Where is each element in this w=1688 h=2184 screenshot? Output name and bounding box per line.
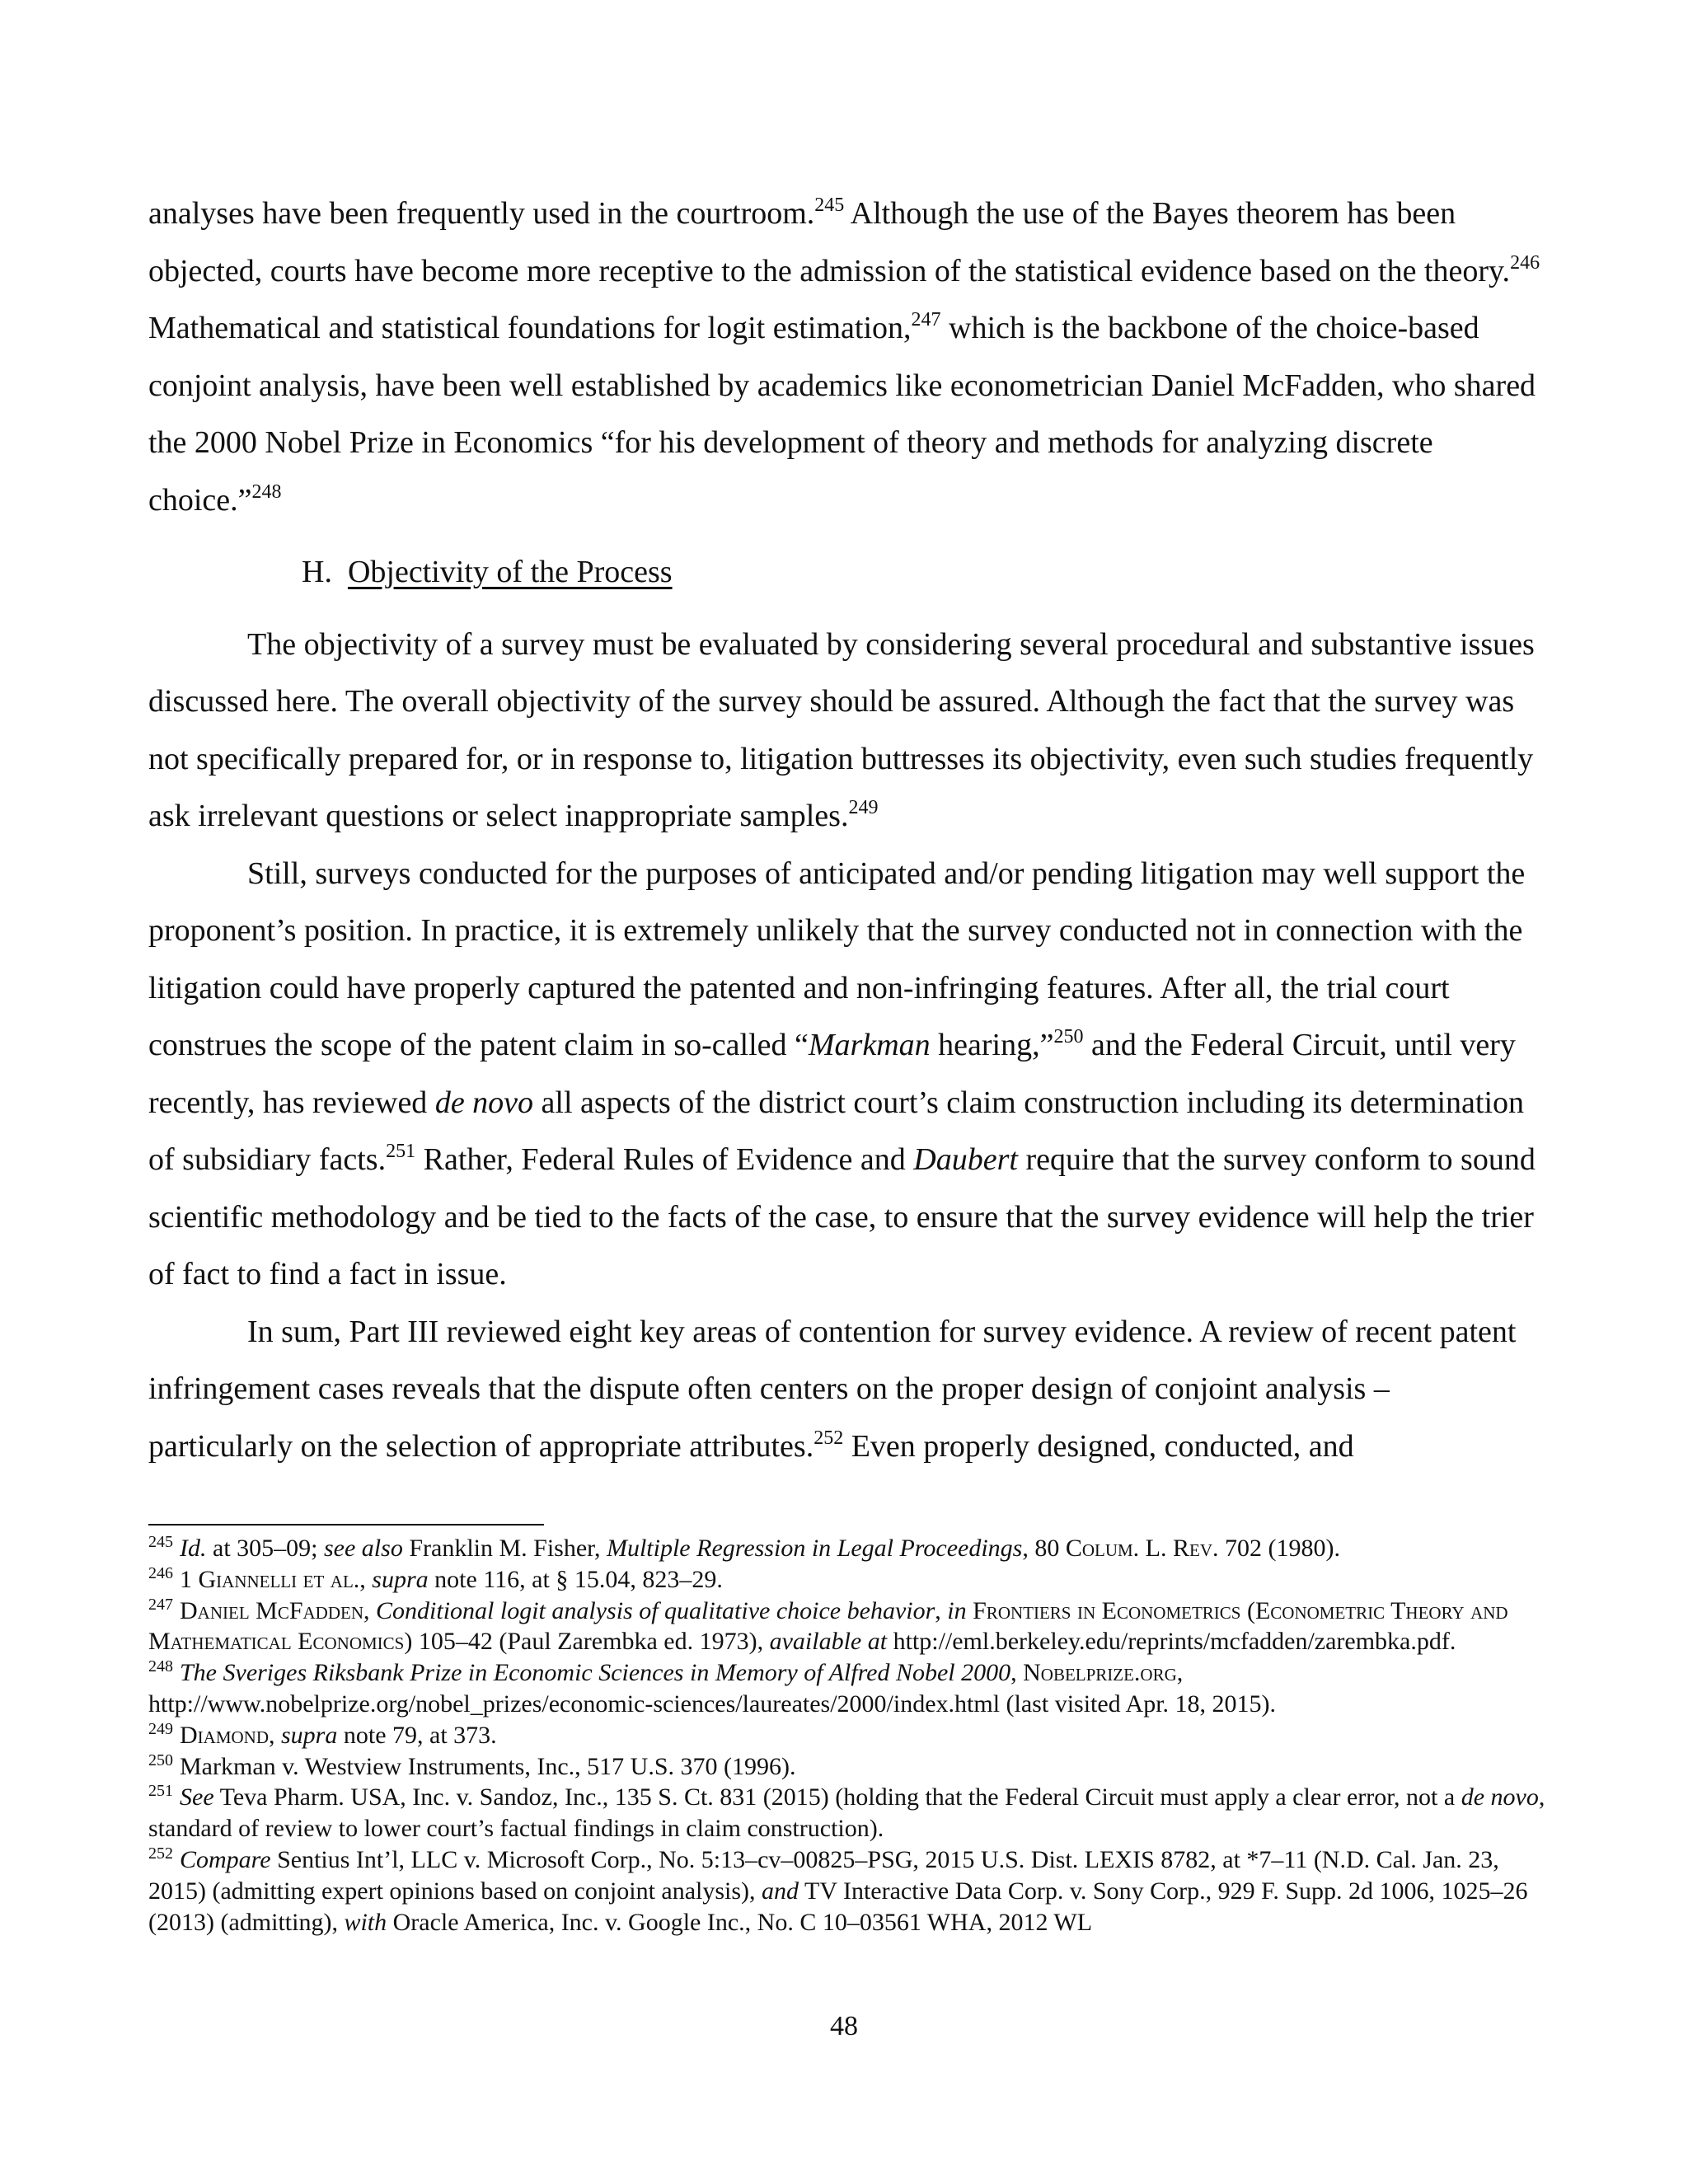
text-run: Although the use of the Bayes theorem has been objected, courts have become more receptive to the admission of the statistical evidence based on the theory. xyxy=(148,196,1511,288)
footnote-ref-245[interactable]: 245 xyxy=(814,194,845,216)
footnote-245 xyxy=(148,1533,1550,1564)
italic-term: de novo xyxy=(434,1085,534,1120)
text-run: at 305–09; xyxy=(206,1535,324,1562)
footnote-ref-246[interactable]: 246 xyxy=(1510,251,1540,274)
footnote-247 xyxy=(148,1596,1550,1658)
footnote-ref-250[interactable]: 250 xyxy=(1053,1026,1084,1047)
text-run: all aspects of the district court’s claim construction including its determination of subsidiary facts. xyxy=(148,1085,1525,1177)
small-caps-text: Diamond xyxy=(180,1721,269,1749)
small-caps-text: Nobelprize.org xyxy=(1023,1659,1177,1687)
footnote-ref-252[interactable]: 252 xyxy=(814,1427,844,1449)
footnote-ref-249[interactable]: 249 xyxy=(848,797,879,818)
italic-text: Id. xyxy=(180,1535,207,1562)
text-run: analyses have been frequently used in the courtroom. xyxy=(148,196,815,231)
page-number: 48 xyxy=(830,2011,858,2041)
section-heading xyxy=(302,544,1541,602)
text-run: , 80 xyxy=(1022,1535,1066,1562)
italic-text: see also xyxy=(324,1535,403,1562)
text-run: which is the backbone of the choice-based conjoint analysis, have been well established by academics like econometrician Daniel McFadden, who shared the 2000 Nobel Prize in Economics “for his development of theory and methods for analyzing discrete choice.” xyxy=(148,311,1536,518)
text-run: require that the survey conform to sound scientific methodology and be tied to the facts of the case, to ensure that the survey evidence will help the trier of fact to find a fact in issue. xyxy=(148,1142,1536,1291)
text-run: Rather, Federal Rules of Evidence and xyxy=(415,1142,914,1177)
italic-text: Multiple Regression in Legal Proceedings xyxy=(606,1535,1023,1562)
footnote-number: 245 xyxy=(148,1533,173,1551)
footnote-249 xyxy=(148,1720,1550,1751)
footnote-number: 247 xyxy=(148,1595,173,1614)
italic-text: with xyxy=(344,1908,387,1936)
footnote-number: 250 xyxy=(148,1750,173,1769)
paragraph-1 xyxy=(148,185,1541,529)
text-run: , standard of review to lower court’s factual findings in claim construction). xyxy=(148,1783,1545,1843)
italic-text: in xyxy=(947,1596,967,1624)
footnote-ref-248[interactable]: 248 xyxy=(251,480,282,503)
text-run: and the Federal Circuit, until very recently, has reviewed xyxy=(148,1028,1516,1120)
italic-text: and xyxy=(762,1877,799,1905)
text-run: Even properly designed, conducted, and xyxy=(843,1428,1354,1464)
footnote-number: 251 xyxy=(148,1782,173,1801)
footnote-250 xyxy=(148,1751,1550,1783)
text-run: , xyxy=(359,1565,373,1593)
text-run xyxy=(967,1597,973,1624)
case-name-italic: Daubert xyxy=(913,1142,1018,1177)
case-name-italic: Markman xyxy=(808,1028,931,1062)
paragraph-2 xyxy=(148,616,1541,846)
text-run: Oracle America, Inc. v. Google Inc., No. C 10–03561 WHA, 2012 WL xyxy=(387,1908,1093,1936)
text-run: , xyxy=(269,1721,281,1749)
text-run: note 79, at 373. xyxy=(337,1721,497,1749)
url-link[interactable]: , http://www.nobelprize.org/nobel_prizes/economic-sciences/laureates/2000/index.html (last visited Apr. 18, 2015). xyxy=(148,1659,1277,1718)
small-caps-text: Frontiers in Econometrics (Econometric Theory and Mathematical Economics) xyxy=(148,1596,1508,1656)
text-run: 1 xyxy=(180,1565,199,1593)
footnotes xyxy=(148,1533,1550,1938)
section-title: Objectivity of the Process xyxy=(347,555,673,589)
italic-text: The Sveriges Riksbank Prize in Economic Sciences in Memory of Alfred Nobel 2000 xyxy=(180,1659,1011,1687)
text-run: Teva Pharm. USA, Inc. v. Sandoz, Inc., 135 S. Ct. 831 (2015) (holding that the Federal Circuit must apply a clear error, not a xyxy=(213,1783,1461,1811)
footnote-251 xyxy=(148,1782,1550,1844)
text-run: Mathematical and statistical foundations for logit estimation, xyxy=(148,311,912,345)
paragraph-3 xyxy=(148,846,1541,1304)
text-run: , xyxy=(935,1596,948,1624)
footnote-number: 249 xyxy=(148,1719,173,1738)
text-run: 105–42 (Paul Zarembka ed. 1973), xyxy=(412,1628,770,1656)
footnote-246 xyxy=(148,1564,1550,1596)
url-link[interactable]: http://eml.berkeley.edu/reprints/mcfadden/zarembka.pdf. xyxy=(887,1628,1456,1656)
paragraph-4 xyxy=(148,1304,1541,1476)
italic-text: supra xyxy=(281,1721,338,1749)
text-run: 702 (1980). xyxy=(1218,1535,1340,1562)
italic-text: Conditional logit analysis of qualitative choice behavior xyxy=(376,1596,935,1624)
text-run: , xyxy=(1010,1659,1024,1687)
italic-text: See xyxy=(180,1783,214,1811)
footnote-number: 248 xyxy=(148,1657,173,1676)
footnote-number: 246 xyxy=(148,1563,173,1582)
text-run: Sentius Int’l, LLC v. Microsoft Corp., No. 5:13–cv–00825–PSG, 2015 U.S. Dist. LEXIS 8782, at *7–11 (N.D. Cal. Jan. 23, 2015) (admitting expert opinions based on conjoint analysis), xyxy=(148,1845,1499,1905)
text-run: In sum, Part III reviewed eight key areas of contention for survey evidence. A review of recent patent infringement cases reveals that the dispute often centers on the proper design of conjoint analysis – particularly on the selection of appropriate attributes. xyxy=(148,1314,1517,1464)
text-run: Franklin M. Fisher, xyxy=(402,1535,607,1562)
small-caps-text: Daniel McFadden xyxy=(180,1596,364,1624)
italic-text: Compare xyxy=(180,1845,271,1873)
text-run: Still, surveys conducted for the purposes of anticipated and/or pending litigation may well support the proponent’s position. In practice, it is extremely unlikely that the survey conducted not in connection with the litigation could have properly captured the patented and non-infringing features. After all, the trial court construes the scope of the patent claim in so-called “ xyxy=(148,855,1526,1062)
italic-text: available at xyxy=(769,1628,888,1656)
footnote-ref-247[interactable]: 247 xyxy=(911,309,941,330)
footnote-248 xyxy=(148,1657,1550,1720)
footnote-separator xyxy=(148,1524,544,1526)
text-run: TV Interactive Data Corp. v. Sony Corp., 929 F. Supp. 2d 1006, 1025–26 (2013) (admitting), xyxy=(148,1877,1528,1936)
small-caps-text: Giannelli et al. xyxy=(198,1565,360,1593)
footnote-number: 252 xyxy=(148,1844,173,1863)
page-body xyxy=(148,185,1541,1475)
text-run: hearing,” xyxy=(930,1028,1054,1062)
text-run: note 116, at § 15.04, 823–29. xyxy=(428,1565,723,1593)
text-run: , xyxy=(363,1596,377,1624)
italic-text: de novo xyxy=(1461,1783,1539,1811)
section-letter: H. xyxy=(302,555,332,589)
footnote-ref-251[interactable]: 251 xyxy=(386,1141,416,1162)
text-run: Markman v. Westview Instruments, Inc., 517 U.S. 370 (1996). xyxy=(180,1752,796,1780)
italic-text: supra xyxy=(372,1565,429,1593)
small-caps-text: Colum. L. Rev. xyxy=(1065,1535,1219,1562)
text-run: The objectivity of a survey must be evaluated by considering several procedural and substantive issues discussed here. The overall objectivity of the survey should be assured. Although the fact that the survey was not specifically prepared for, or in response to, litigation buttresses its objectivity, even such studies frequently ask irrelevant questions or select inappropriate samples. xyxy=(148,626,1535,833)
footnote-252 xyxy=(148,1844,1550,1938)
